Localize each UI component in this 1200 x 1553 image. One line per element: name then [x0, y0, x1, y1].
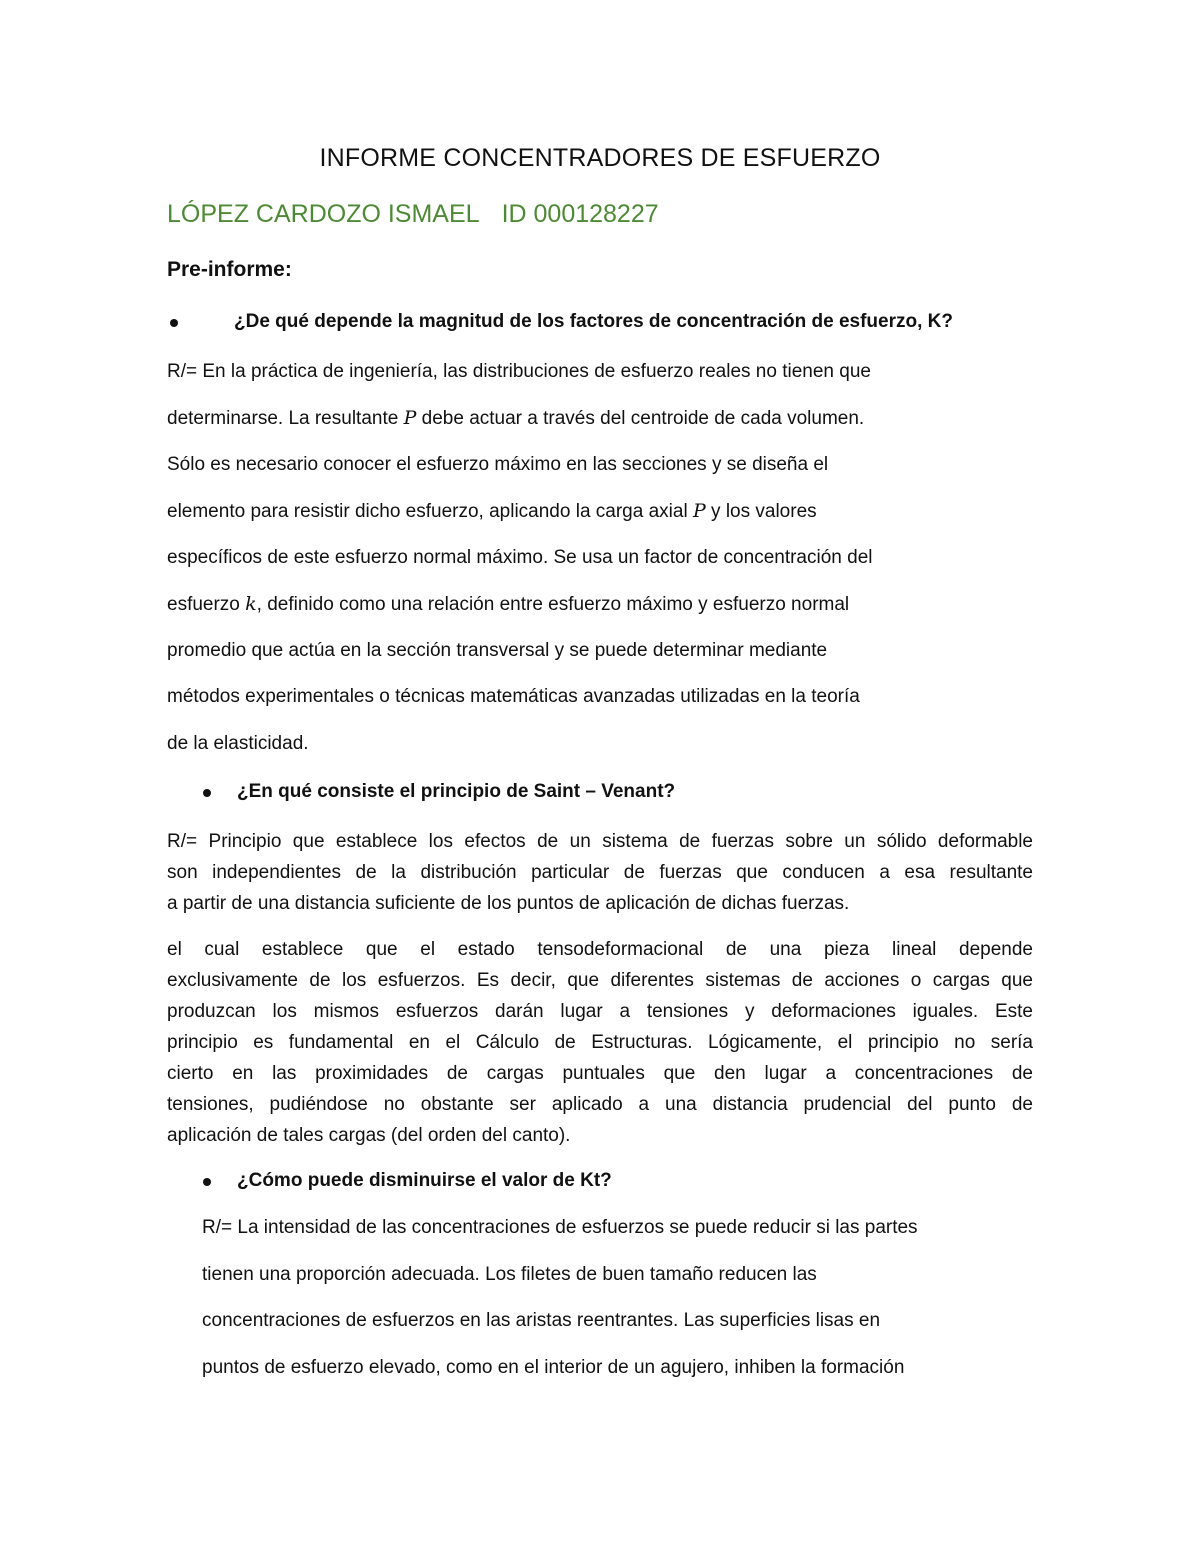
math-symbol-p: P	[403, 407, 417, 429]
q2-answer-line: a partir de una distancia suficiente de los puntos de aplicación de dichas fuerzas.	[167, 893, 850, 914]
q1-answer-line: métodos experimentales o técnicas matemáticas avanzadas utilizadas en la teoría	[167, 686, 860, 707]
q1-answer-line: elemento para resistir dicho esfuerzo, aplicando la carga axial P y los valores	[167, 500, 817, 522]
q2-paragraph-line: tensiones, pudiéndose no obstante ser aplicado a una distancia prudencial del punto de	[167, 1094, 1033, 1115]
q1-answer-line: determinarse. La resultante P debe actuar a través del centroide de cada volumen.	[167, 407, 865, 429]
question-1: ¿De qué depende la magnitud de los factores de concentración de esfuerzo, K?	[234, 311, 953, 332]
author-line	[167, 200, 659, 229]
document-title: INFORME CONCENTRADORES DE ESFUERZO	[319, 144, 881, 172]
q1-answer-line: esfuerzo k, definido como una relación entre esfuerzo máximo y esfuerzo normal	[167, 593, 850, 615]
q1-answer-line: Sólo es necesario conocer el esfuerzo máximo en las secciones y se diseña el	[167, 454, 829, 475]
q2-paragraph-line: exclusivamente de los esfuerzos. Es decir, que diferentes sistemas de acciones o cargas que	[167, 970, 1033, 991]
math-symbol-k: k	[245, 593, 257, 615]
question-2: ¿En qué consiste el principio de Saint – Venant?	[237, 781, 676, 802]
q2-paragraph-line: produzcan los mismos esfuerzos darán lugar a tensiones y deformaciones iguales. Este	[167, 1001, 1033, 1022]
q3-answer-line: puntos de esfuerzo elevado, como en el interior de un agujero, inhiben la formación	[202, 1357, 905, 1378]
bullet-icon	[170, 319, 178, 327]
bullet-icon	[203, 1178, 211, 1186]
q1-answer-line: promedio que actúa en la sección transversal y se puede determinar mediante	[167, 640, 828, 661]
q3-answer-line: concentraciones de esfuerzos en las aristas reentrantes. Las superficies lisas en	[202, 1310, 881, 1331]
q1-answer-line: R/= En la práctica de ingeniería, las distribuciones de esfuerzo reales no tienen que	[167, 361, 871, 382]
student-id: ID 000128227	[501, 200, 659, 228]
q2-paragraph-line: el cual establece que el estado tensodeformacional de una pieza lineal depende	[167, 939, 1033, 960]
q1-answer-line: de la elasticidad.	[167, 733, 309, 754]
q2-paragraph	[167, 934, 1033, 1151]
question-3: ¿Cómo puede disminuirse el valor de Kt?	[237, 1170, 612, 1191]
q2-answer-line: son independientes de la distribución particular de fuerzas que conducen a esa resultante	[167, 862, 1033, 883]
q3-answer-line: R/= La intensidad de las concentraciones de esfuerzos se puede reducir si las partes	[202, 1217, 918, 1238]
q1-answer-line: específicos de este esfuerzo normal máximo. Se usa un factor de concentración del	[167, 547, 873, 568]
bullet-icon	[203, 789, 211, 797]
q2-answer	[167, 826, 1033, 919]
math-symbol-p: P	[692, 500, 706, 522]
q2-paragraph-line: principio es fundamental en el Cálculo de Estructuras. Lógicamente, el principio no sería	[167, 1032, 1033, 1053]
preinforme-heading: Pre-informe:	[167, 258, 292, 281]
q3-answer-line: tienen una proporción adecuada. Los filetes de buen tamaño reducen las	[202, 1264, 817, 1285]
q2-paragraph-line: aplicación de tales cargas (del orden del canto).	[167, 1125, 571, 1146]
author-name: LÓPEZ CARDOZO ISMAEL	[167, 200, 480, 228]
q2-answer-line: R/= Principio que establece los efectos de un sistema de fuerzas sobre un sólido deformable	[167, 831, 1033, 852]
q2-paragraph-line: cierto en las proximidades de cargas puntuales que den lugar a concentraciones de	[167, 1063, 1033, 1084]
